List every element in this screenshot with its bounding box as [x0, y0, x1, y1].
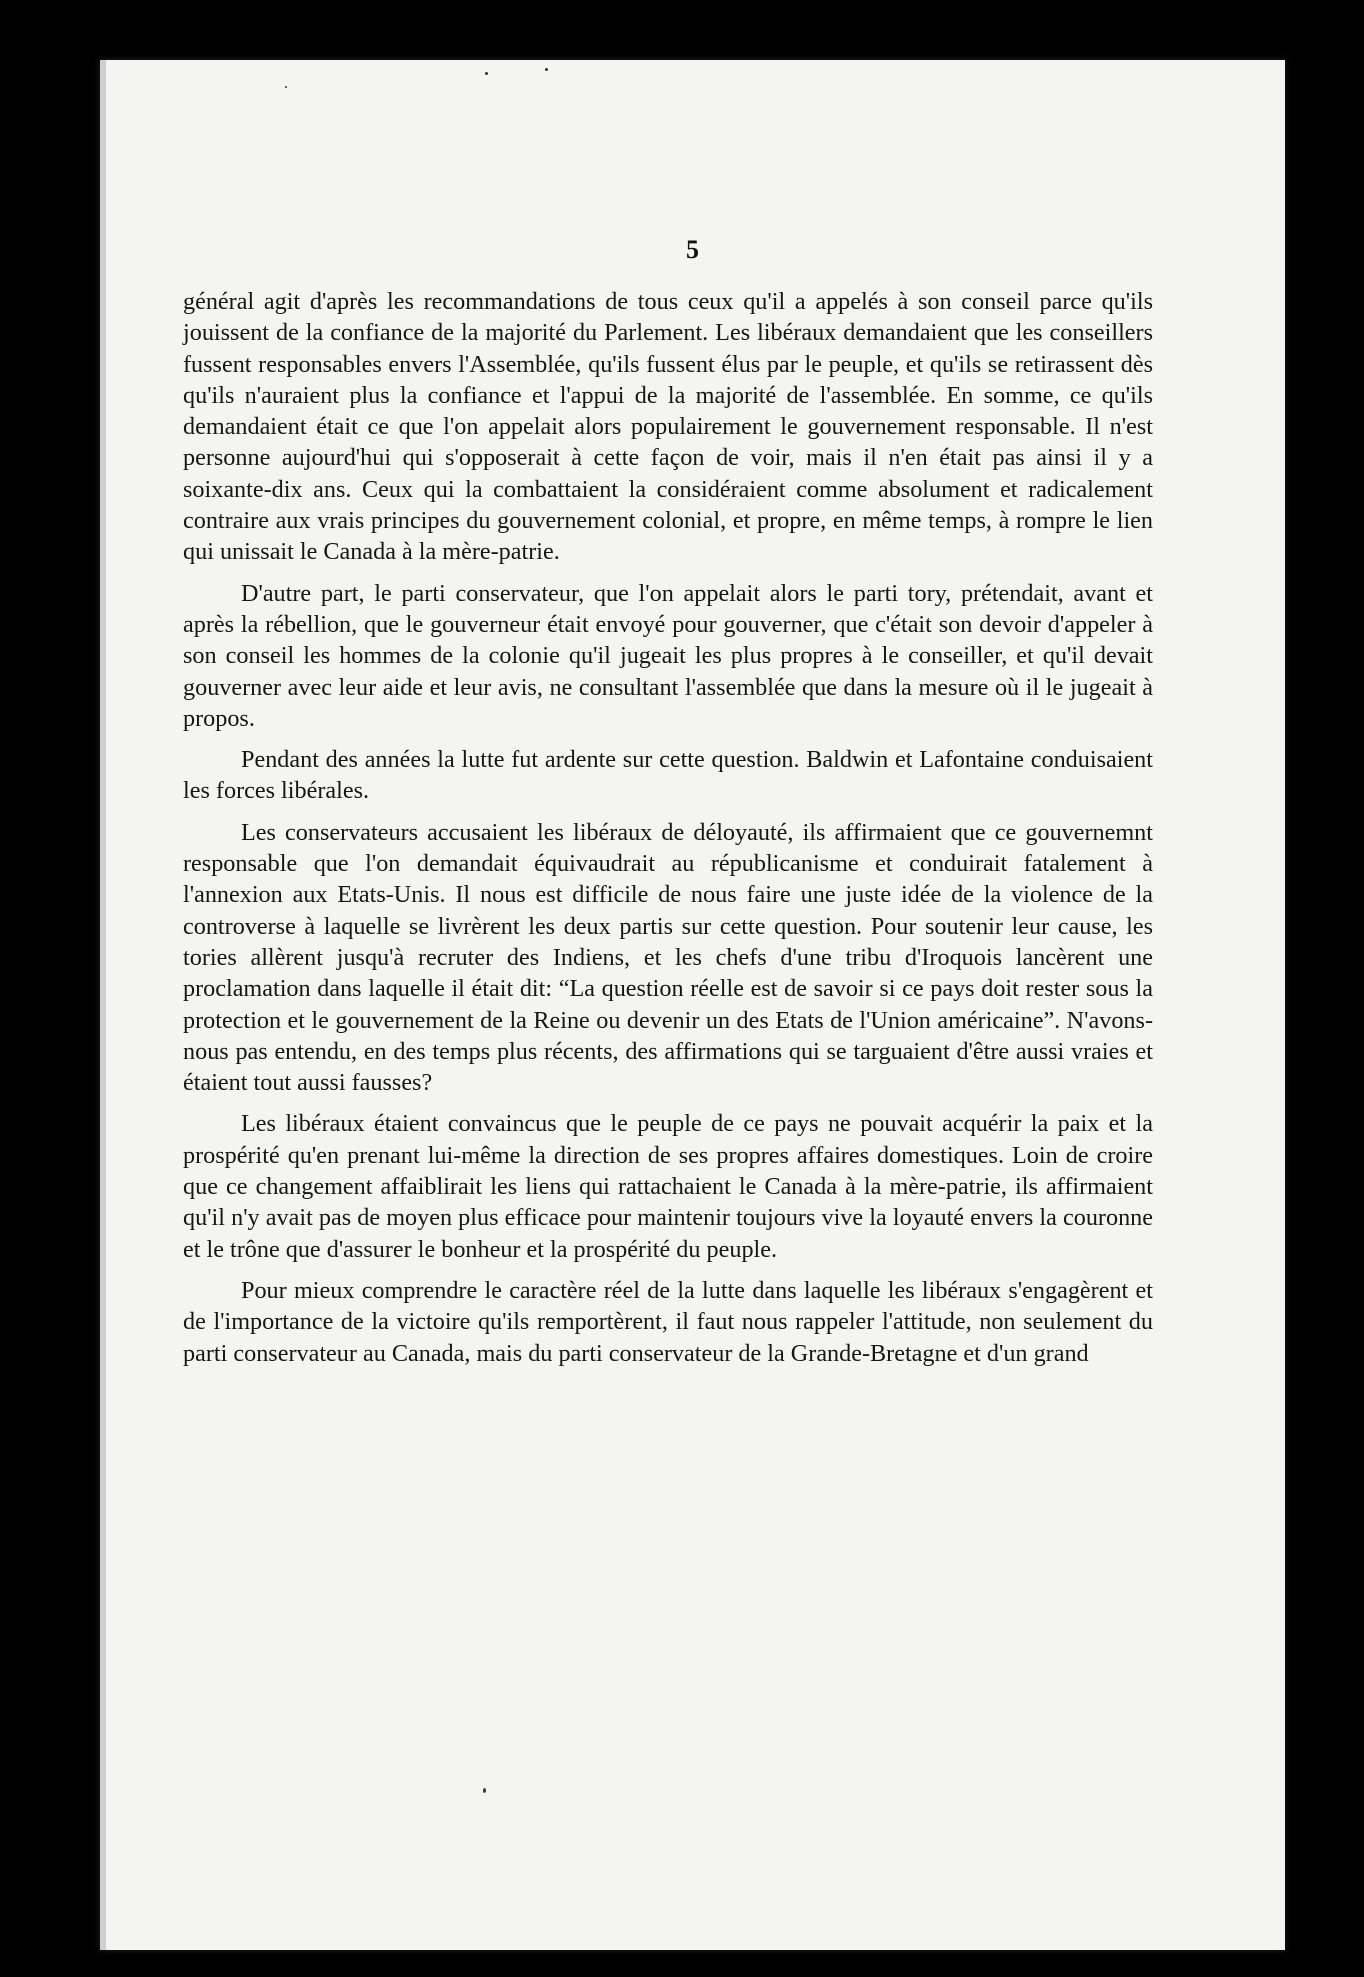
body-text [183, 286, 1153, 1379]
paragraph-liberal-conviction: Les libéraux étaient convaincus que le peuple de ce pays ne pouvait acquérir la paix et la prospérité qu'en prenant lui-même la direction de ses propres affaires domestiques. Loin de croire que ce changement affaiblirait les liens qui rattachaient le Canada à la mère-patrie, ils affirmaient qu'il n'y avait pas de moyen plus efficace pour maintenir toujours vive la loyauté envers la couronne et le trône que d'assurer le bonheur et la prospérité du peuple. [183, 1110, 1153, 1263]
page-spine-edge [100, 60, 106, 1950]
paragraph-understanding: Pour mieux comprendre le caractère réel de la lutte dans laquelle les libéraux s'engagèrent et de l'importance de la victoire qu'ils remportèrent, il faut nous rappeler l'attitude, non seulement du parti conservateur au Canada, mais du parti conservateur de la Grande-Bretagne et d'un grand [183, 1276, 1153, 1367]
scan-left-border [0, 0, 62, 1977]
paragraph-tory-position: D'autre part, le parti conservateur, que l'on appelait alors le parti tory, prétendait, avant et après la rébellion, que le gouverneur était envoyé pour gouverner, que c'était son devoir d'appeler à son conseil les hommes de la colonie qu'il jugeait les plus propres à le conseiller, et qu'il devait gouverner avec leur aide et leur avis, ne consultant l'assemblée que dans la mesure où il le jugeait à propos. [183, 579, 1153, 732]
paragraph-accusations: Les conservateurs accusaient les libéraux de déloyauté, ils affirmaient que ce gouvernemnt responsable que l'on demandait équivaudrait au républicanisme et conduirait fatalement à l'annexion aux Etats-Unis. Il nous est difficile de nous faire une juste idée de la violence de la controverse à laquelle se livrèrent les deux partis sur cette question. Pour soutenir leur cause, les tories allèrent jusqu'à recruter des Indiens, et les chefs d'une tribu d'Iroquois lancèrent une proclamation dans laquelle il était dit: “La question réelle est de savoir si ce pays doit rester sous la protection et le gouvernement de la Reine ou devenir un des Etats de l'Union américaine”. N'avons-nous pas entendu, en des temps plus récents, des affirmations qui se targuaient d'être aussi vraies et étaient tout aussi fausses? [183, 818, 1153, 1097]
document-page [100, 60, 1285, 1950]
paragraph-struggle: Pendant des années la lutte fut ardente sur cette question. Baldwin et Lafontaine conduisaient les forces libérales. [183, 746, 1153, 805]
page-number: 5 [686, 235, 699, 264]
paragraph-continued: général agit d'après les recommandations de tous ceux qu'il a appelés à son conseil parce qu'ils jouissent de la confiance de la majorité du Parlement. Les libéraux demandaient que les conseillers fussent responsables envers l'Assemblée, qu'ils fussent élus par le peuple, et qu'ils se retirassent dès qu'ils n'auraient plus la confiance et l'appui de la majorité de l'assemblée. En somme, ce qu'ils demandaient était ce que l'on appelait alors populairement le gouvernement responsable. Il n'est personne aujourd'hui qui s'opposerait à cette façon de voir, mais il n'en était pas ainsi il y a soixante-dix ans. Ceux qui la combattaient la considéraient comme absolument et radicalement contraire aux vrais principes du gouvernement colonial, et propre, en même temps, à rompre le lien qui unissait le Canada à la mère-patrie. [183, 288, 1153, 566]
